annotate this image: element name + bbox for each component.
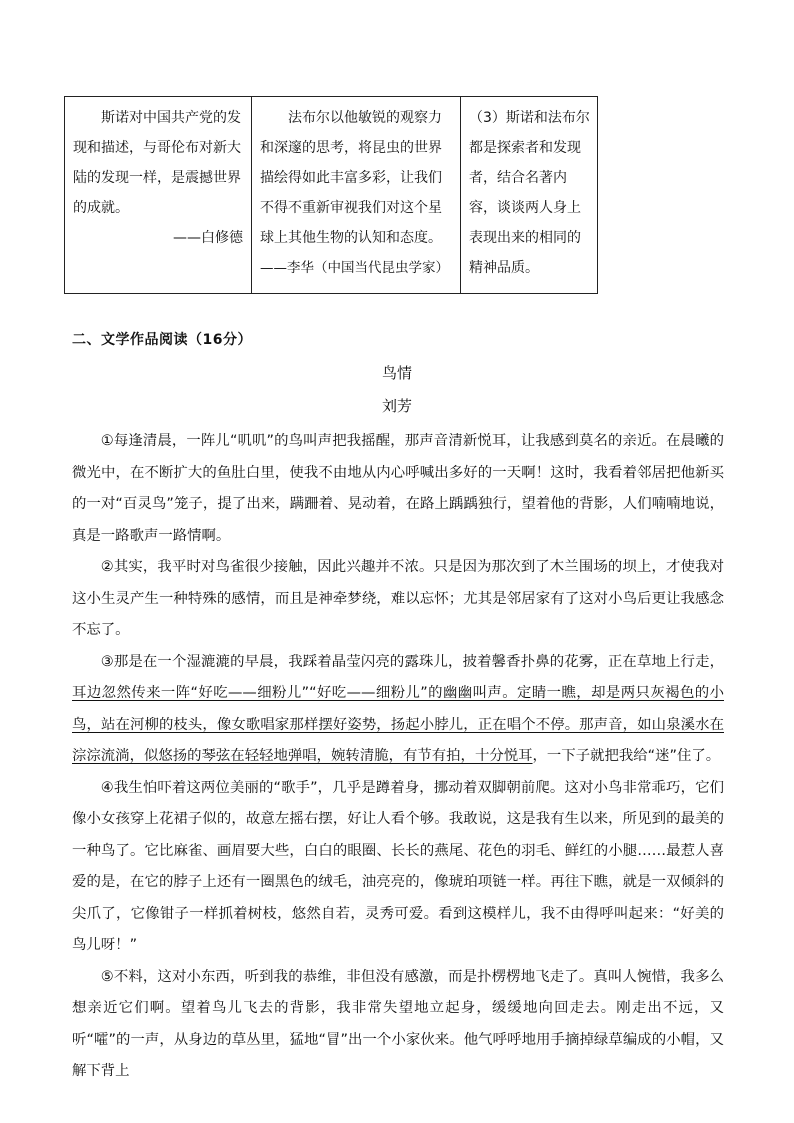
snow-quote-text: 斯诺对中国共产党的发现和描述，与哥伦布对新大陆的发现一样，是震撼世界的成就。 [73, 110, 241, 216]
paragraph-4: ④我生怕吓着这两位美丽的“歌手”，几乎是蹲着身，挪动着双脚朝前爬。这对小鸟非常乖巧，它们像小女孩穿上花裙子似的，故意左摇右摆，好让人看个够。我敢说，这是我有生以来，所见到的最美的一种鸟了。它比麻雀、画眉要大些，白白的眼圈、长长的燕尾、花色的羽毛、鲜红的小腿……最惹人喜爱的是，在它的脖子上还有一圈黑色的绒毛，油亮亮的，像琥珀项链一样。再往下瞧，就是一双倾斜的尖爪了，它像钳子一样抓着树枝，悠然自若，灵秀可爱。看到这模样儿，我不由得呼叫起来：“好美的鸟儿呀！” [72, 779, 724, 953]
paragraph-5: ⑤不料，这对小东西，听到我的恭维，非但没有感激，而是扑楞楞地飞走了。真叫人惋惜，我多么想亲近它们啊。望着鸟儿飞去的背影，我非常失望地立起身，缓缓地向回走去。刚走出不远，又听“嚯”的一声，从身边的草丛里，猛地“冒”出一个小家伙来。他气呼呼地用手摘掉绿草编成的小帽，又解下背上 [72, 968, 724, 1079]
essay-title: 鸟情 [381, 364, 412, 382]
paragraph-3-underlined: 耳边忽然传来一阵“好吃——细粉儿”“好吃——细粉儿”的幽幽叫声。定睛一瞧，却是两只灰褐色的小鸟，站在河柳的枝头，像女歌唱家那样摆好姿势，扬起小脖儿，正在唱个不停。那声音，如山泉溪水在淙淙流淌，似悠扬的琴弦在轻轻地弹唱，婉转清脆，有节有拍，十分悦耳 [72, 685, 724, 764]
section-title: 二、文学作品阅读（16分） [72, 332, 252, 348]
paragraph-2: ②其实，我平时对鸟雀很少接触，因此兴趣并不浓。只是因为那次到了木兰围场的坝上，才使我对这小生灵产生一种特殊的感情，而且是神牵梦绕，难以忘怀；尤其是邻居家有了这对小鸟后更让我感念不忘了。 [72, 559, 724, 638]
snow-quote-signature: ——白修德 [173, 230, 243, 246]
essay-body [72, 426, 724, 1088]
paragraph-1: ①每逢清晨，一阵儿“叽叽”的鸟叫声把我摇醒，那声音清新悦耳，让我感到莫名的亲近。在晨曦的微光中，在不断扩大的鱼肚白里，使我不由地从内心呼喊出多好的一天啊！这时，我看着邻居把他新买的一对“百灵鸟”笼子，提了出来，蹒跚着、晃动着，在路上踽踽独行，望着他的背影，人们喃喃地说，真是一路歌声一路情啊。 [72, 433, 724, 544]
paragraph-3-end: ，一下子就把我给“迷”住了。 [532, 748, 721, 764]
fabre-quote-signature: ——李华（中国当代昆虫学家） [260, 260, 449, 276]
quote-cell-fabre [252, 97, 461, 294]
fabre-quote-text: 法布尔以他敏锐的观察力和深邃的思考，将昆虫的世界描绘得如此丰富多彩，让我们不得不重新审视我们对这个星球上其他生物的认知和态度。 [260, 110, 442, 246]
quote-cell-snow [65, 97, 252, 294]
paragraph-3 [72, 647, 724, 773]
quote-table [64, 96, 598, 294]
essay-author: 刘芳 [381, 397, 412, 415]
question-cell [461, 97, 598, 294]
paragraph-3-start: ③那是在一个湿漉漉的早晨，我踩着晶莹闪亮的露珠儿，披着馨香扑鼻的花雾，正在草地上行走， [100, 653, 724, 670]
question-3-text: （3）斯诺和法布尔都是探索者和发现者，结合名著内容，谈谈两人身上表现出来的相同的精神品质。 [469, 110, 590, 276]
